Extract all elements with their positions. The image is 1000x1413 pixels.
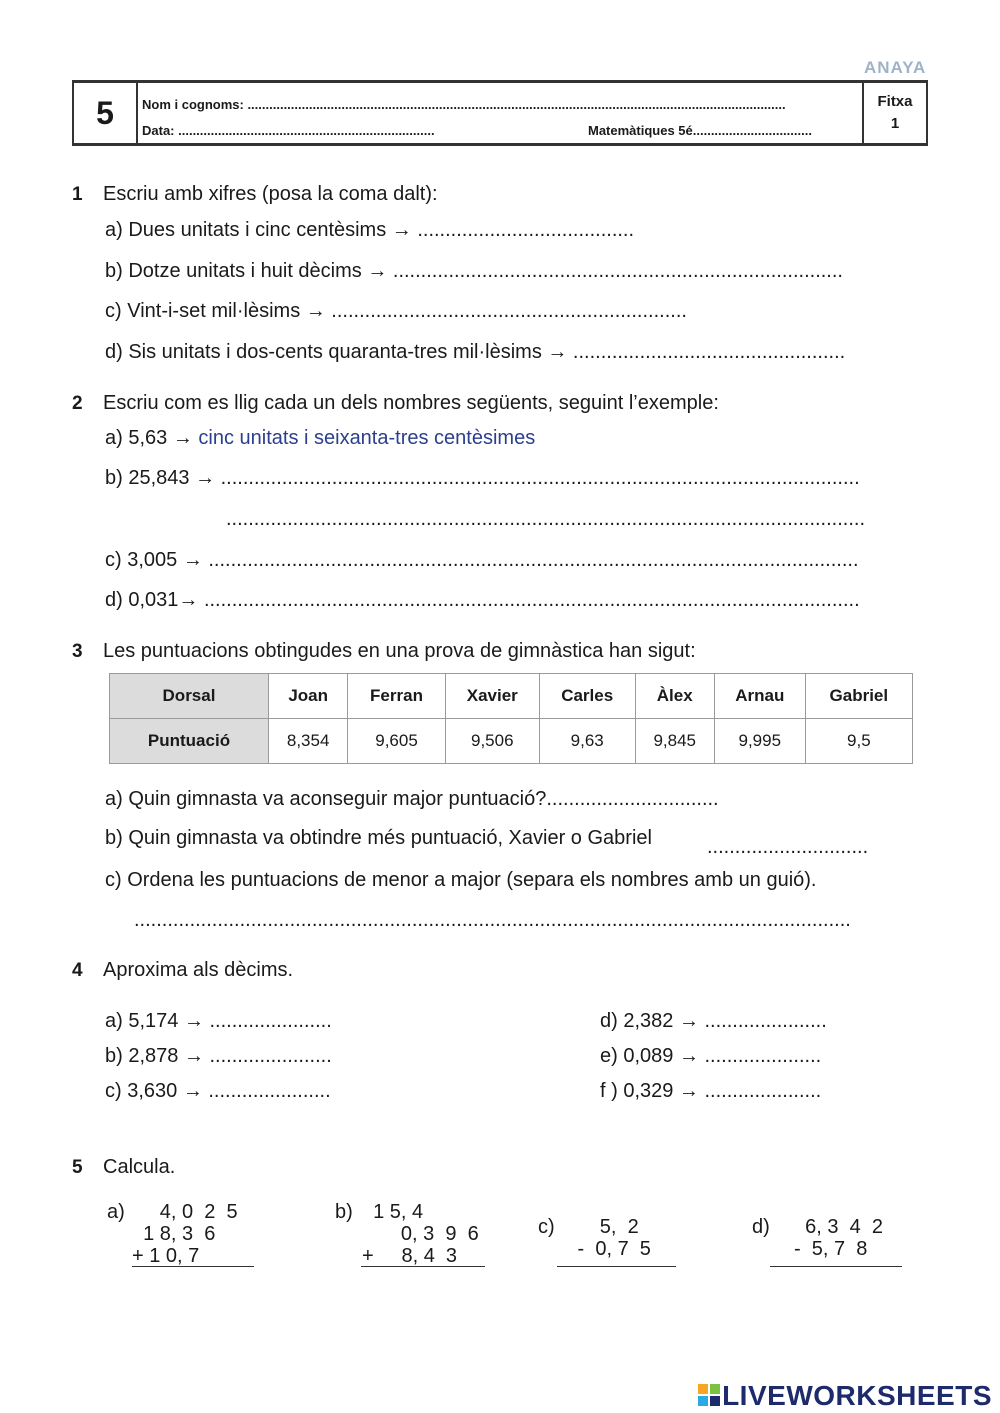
q5-d-answer-line[interactable]: [770, 1266, 902, 1267]
dorsal-header: Dorsal: [110, 674, 269, 719]
score-cell: 9,995: [714, 719, 805, 764]
score-cell: 8,354: [269, 719, 348, 764]
q3-number: 3: [72, 641, 83, 662]
worksheet-header: [72, 80, 928, 146]
q4-text: Aproxima als dècims.: [103, 959, 294, 981]
q5-b-answer-line[interactable]: [361, 1266, 485, 1267]
q5-a-operation: 4, 0 2 5 1 8, 3 6 + 1 0, 7: [132, 1201, 238, 1267]
fitxa-number: 1: [890, 115, 900, 132]
q1-item-c[interactable]: c) Vint-i-set mil·lèsims → ................................................................: [105, 300, 687, 322]
q5-text: Calcula.: [103, 1156, 176, 1178]
logo-text: LIVEWORKSHEETS: [722, 1380, 992, 1411]
q4-item-d[interactable]: d) 2,382 → ......................: [600, 1010, 827, 1032]
q5-a-label: a): [107, 1201, 125, 1223]
score-cell: 9,845: [635, 719, 714, 764]
q4-item-c[interactable]: c) 3,630 → ......................: [105, 1080, 331, 1102]
score-cell: 9,605: [348, 719, 445, 764]
publisher-logo: ANAYA: [864, 58, 927, 77]
q4-item-e[interactable]: e) 0,089 → .....................: [600, 1045, 822, 1067]
table-row: [110, 674, 913, 719]
gymnast-name: Xavier: [445, 674, 539, 719]
gymnast-name: Ferran: [348, 674, 445, 719]
subject-field: Matemàtiques 5é.................................: [588, 123, 812, 138]
q5-c-answer-line[interactable]: [557, 1266, 676, 1267]
q1-item-d[interactable]: d) Sis unitats i dos-cents quaranta-tres mil·lèsims → .................................................: [105, 341, 846, 363]
liveworksheets-logo: [698, 1380, 992, 1412]
q2-example-number: a) 5,63 →: [105, 427, 199, 449]
q1-item-a[interactable]: a) Dues unitats i cinc centèsims → .......................................: [105, 219, 635, 241]
gymnast-name: Àlex: [635, 674, 714, 719]
q1-number: 1: [72, 184, 83, 205]
score-cell: 9,506: [445, 719, 539, 764]
gymnast-name: Carles: [539, 674, 635, 719]
q5-a-answer-line[interactable]: [132, 1266, 254, 1267]
q3-item-c: c) Ordena les puntuacions de menor a major (separa els nombres amb un guió).: [105, 869, 817, 891]
q3-item-c-answer[interactable]: .................................................................................................................................: [134, 909, 851, 931]
q3-item-a[interactable]: a) Quin gimnasta va aconseguir major puntuació?...............................: [105, 788, 719, 810]
q3-item-b-answer[interactable]: .............................: [707, 836, 869, 858]
q4-item-b[interactable]: b) 2,878 → ......................: [105, 1045, 332, 1067]
q5-number: 5: [72, 1157, 83, 1178]
q3-text: Les puntuacions obtingudes en una prova de gimnàstica han sigut:: [103, 640, 696, 662]
gymnast-name: Arnau: [714, 674, 805, 719]
unit-number: 5: [72, 83, 138, 143]
score-cell: 9,63: [539, 719, 635, 764]
q2-example: [105, 427, 535, 450]
liveworksheets-badge-icon: [698, 1384, 720, 1406]
q4-item-a[interactable]: a) 5,174 → ......................: [105, 1010, 332, 1032]
q2-example-answer: cinc unitats i seixanta-tres centèsimes: [198, 427, 536, 449]
q5-b-operation: 1 5, 4 0, 3 9 6 + 8, 4 3: [362, 1201, 479, 1267]
q1-text: Escriu amb xifres (posa la coma dalt):: [103, 183, 438, 205]
header-fields: [136, 83, 860, 143]
q1-item-b[interactable]: b) Dotze unitats i huit dècims → .................................................................................: [105, 260, 843, 282]
gymnast-name: Joan: [269, 674, 348, 719]
q2-item-d[interactable]: d) 0,031→ ......................................................................................................................: [105, 589, 860, 611]
q2-item-b-continued[interactable]: ...................................................................................................................: [226, 508, 866, 530]
name-field[interactable]: Nom i cognoms: .....................................................................................................................................................: [142, 97, 786, 112]
gymnast-name: Gabriel: [805, 674, 912, 719]
score-cell: 9,5: [805, 719, 912, 764]
q5-b-label: b): [335, 1201, 353, 1223]
q5-c-operation: 5, 2 - 0, 7 5: [577, 1216, 651, 1260]
q3-item-b: b) Quin gimnasta va obtindre més puntuació, Xavier o Gabriel: [105, 827, 652, 849]
table-row: [110, 719, 913, 764]
q2-item-c[interactable]: c) 3,005 → .....................................................................................................................: [105, 549, 859, 571]
q2-number: 2: [72, 393, 83, 414]
q4-item-f[interactable]: f ) 0,329 → .....................: [600, 1080, 822, 1102]
q5-c-label: c): [538, 1216, 555, 1238]
q5-d-label: d): [752, 1216, 770, 1238]
q2-text: Escriu com es llig cada un dels nombres següents, seguint l’exemple:: [103, 392, 719, 414]
q5-d-operation: 6, 3 4 2 - 5, 7 8: [794, 1216, 883, 1260]
q4-number: 4: [72, 960, 83, 981]
scores-table: [109, 673, 913, 764]
q2-item-b[interactable]: b) 25,843 → ...................................................................................................................: [105, 467, 860, 489]
date-field[interactable]: Data: .......................................................................: [142, 123, 435, 138]
fitxa-box: [862, 83, 928, 143]
fitxa-label: Fitxa: [877, 93, 913, 110]
puntuacio-header: Puntuació: [110, 719, 269, 764]
